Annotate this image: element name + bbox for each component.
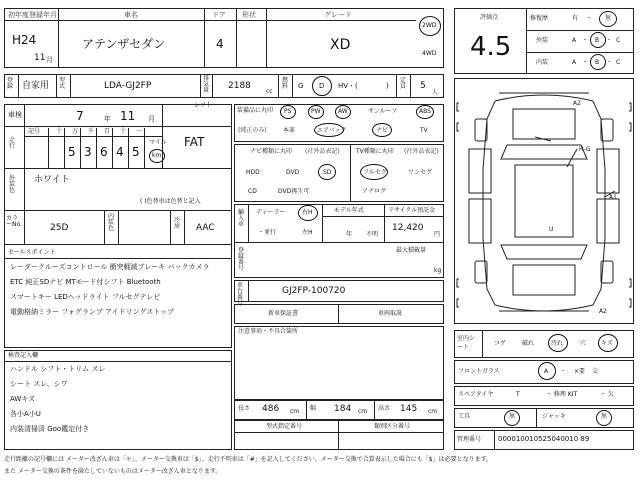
height-value: 145: [400, 404, 418, 414]
doors: 4: [216, 37, 224, 51]
tv-label: TV種類に丸印: [356, 148, 394, 155]
length-label: 長さ: [238, 405, 251, 412]
import-dealer: ディーラー: [256, 209, 286, 216]
mileage-digit: 5: [68, 145, 76, 159]
length-unit: cm: [290, 408, 300, 415]
car-name: アテンザセダン: [82, 37, 166, 51]
width-unit: cm: [358, 408, 368, 415]
mileage-km: km: [152, 152, 162, 159]
drive-2wd: 2WD: [422, 22, 437, 29]
car-diagram-block: [454, 78, 634, 324]
height-unit: cm: [428, 408, 438, 415]
glass-sep: ・: [560, 368, 567, 375]
grade: XD: [330, 37, 351, 53]
inspector-line: ハンドル シフト・トリム スレ: [10, 365, 106, 373]
mileage-place-3: 千: [88, 128, 95, 135]
damage-a2-bottom: A2: [599, 308, 607, 315]
model-type: LDA-GJ2FP: [104, 81, 152, 91]
tire-label: スペアタイヤ: [458, 391, 494, 398]
inspection-month: 11: [120, 109, 136, 123]
equip-navi: ナビ: [376, 127, 389, 134]
tire-t: T: [516, 391, 520, 398]
recycle-amount: 12,420: [392, 223, 424, 233]
navi-cd: CD: [248, 188, 257, 195]
fuel-g: G: [298, 82, 304, 90]
seat-dirt: 汚れ: [551, 340, 564, 347]
model-year-unit: 年: [346, 231, 353, 238]
interior-color-label: 内装色: [108, 213, 115, 232]
exterior-color-note: ( )色替車は色替と記入: [140, 198, 201, 205]
max-load-unit: kg: [434, 267, 442, 274]
reg-month-unit: 月: [46, 56, 53, 64]
navi-dvd-play: DVD再生可: [278, 188, 310, 195]
int-b: B: [595, 59, 600, 66]
use-type: 自家用: [22, 81, 50, 91]
mileage-digit: 3: [84, 145, 92, 159]
ext-dot-1: ・: [582, 37, 589, 44]
import-left-h: 左H: [302, 229, 313, 236]
import-right-h: 右H: [302, 209, 313, 216]
warranty-block: [234, 304, 444, 324]
color-no-label: カラーNo.: [6, 215, 22, 228]
inspection-year-unit: 年: [104, 115, 111, 123]
navi-dvd: DVD: [286, 169, 300, 176]
seat-tear: 破れ: [522, 340, 535, 347]
footer-note-1: 走行距離の記号欄には メーター改ざん車は「＊」、メーター交換車は「$」、走行不明車は「#」を記入してください。メーター交換で合算表示した場合にも「$」は必要となります。: [4, 456, 493, 463]
inspector-line: AWキズ: [10, 395, 36, 403]
equipment-label: 装備品に丸印: [237, 107, 274, 114]
eval-score: 4.5: [470, 32, 512, 62]
tv-oneseg: ワンセグ: [408, 169, 433, 176]
recycle-yen: 円: [434, 231, 441, 238]
seat-label: 室内シート: [457, 335, 476, 351]
seat-scratch: キズ: [601, 340, 613, 347]
tire-kit: ・ 修理 KIT: [546, 391, 578, 398]
damage-a1: A1: [609, 194, 617, 201]
inspection-month-unit: 月: [148, 115, 155, 123]
equip-airbag: エアバック: [317, 127, 347, 134]
grade-label: グレード: [324, 11, 352, 19]
equip-tv: TV: [420, 127, 428, 134]
equip-pw: PW: [311, 108, 321, 115]
mileage-place-6: 一: [136, 128, 143, 135]
inspection-label: 車検: [8, 111, 22, 119]
drive-4wd: 4WD: [422, 50, 437, 57]
equip-sunroof: サンルーフ: [368, 108, 398, 115]
capacity: 5: [420, 81, 426, 91]
ac-label: 冷房: [174, 217, 181, 230]
equipment-sub: (純正のみ): [238, 127, 267, 134]
mileage-digit: 6: [100, 145, 108, 159]
mileage-place-2: 万: [72, 128, 79, 135]
reg-label: 登録: [7, 77, 14, 90]
fuel-hv: HV・(: [338, 82, 358, 90]
sales-line: 電動格納ミラー フォグランプ アイドリングストップ: [10, 308, 175, 316]
equip-ps: PS: [284, 108, 292, 115]
type-label: 型式: [59, 77, 66, 90]
chassis-number: GJ2FP-100720: [282, 286, 346, 296]
mileage-digit: 5: [132, 145, 140, 159]
fuel-d: D: [319, 82, 325, 90]
shape-label: 形状: [242, 11, 256, 19]
shift-label: シフト: [194, 102, 213, 109]
seat-hole: 穴: [580, 340, 587, 347]
ext-b: B: [595, 37, 600, 44]
displacement-label: 排気量: [203, 75, 210, 94]
inspection-year: 7: [76, 109, 84, 123]
displacement: 2188: [228, 81, 251, 91]
ext-c: C: [616, 37, 621, 44]
displacement-unit: cc: [266, 88, 273, 95]
type-designation-label: 型式指定番号: [266, 423, 303, 430]
ext-a: A: [572, 37, 577, 44]
notes-block: [234, 326, 444, 400]
equip-aw: AW: [338, 108, 348, 115]
import-label: 輸入車: [238, 209, 245, 228]
import-parallel: ・並行: [258, 229, 277, 236]
damage-u: U: [549, 226, 554, 233]
max-load-label: 最大積載量: [396, 247, 427, 254]
tv-fullseg: フルセグ: [363, 169, 387, 176]
int-c: C: [616, 59, 621, 66]
tv-sub: (社外品表記): [404, 148, 439, 155]
ac-value: AAC: [196, 223, 215, 233]
inspector-line: 各小A小U: [10, 410, 41, 418]
mileage-place-0: 記号: [28, 128, 41, 135]
mileage-mile: マイル: [149, 139, 167, 146]
glass-replace-x: ×要: [574, 368, 586, 375]
reg-month: 11: [34, 53, 46, 63]
exterior-label: 外装: [536, 37, 549, 44]
recycle-label: リサイクル預託金: [388, 207, 436, 214]
seat-burn: コゲ: [494, 340, 507, 347]
inspector-line: 内装清掃済 Goo鑑定付き: [10, 425, 90, 433]
width-label: 幅: [310, 405, 317, 412]
car-name-label: 車名: [124, 11, 138, 19]
glass-label: フロントガラス: [458, 368, 500, 375]
ext-dot-2: ・: [606, 37, 613, 44]
fuel-label: 燃料: [282, 77, 289, 90]
jack-none: 無: [601, 413, 608, 420]
chassis-label: 車台番号: [237, 282, 244, 307]
damage-a2-top: A2: [573, 100, 581, 107]
sales-line: レーダークルーズコントロール 衝突軽減ブレーキ バックカメラ: [10, 263, 210, 271]
int-dot-1: ・: [582, 59, 589, 66]
mileage-place-4: 百: [104, 128, 111, 135]
repair-dot: ・: [586, 15, 593, 22]
repair-yes: 有: [572, 15, 579, 22]
mileage-label: 走行: [9, 137, 16, 150]
equip-leather: 本革: [283, 127, 296, 134]
model-year-label: モデル年式: [334, 207, 364, 214]
door-label: ドア: [212, 11, 226, 19]
tool-label: 工具: [458, 413, 471, 420]
glass-replace: 交: [592, 368, 599, 375]
mileage-digit: 4: [116, 145, 124, 159]
damage-h-g: H-G: [579, 146, 591, 153]
mileage-place-1: 十: [56, 128, 63, 135]
mgmt-number: 000010010525040010 89: [498, 435, 590, 443]
sales-label: セールスポイント: [8, 249, 56, 256]
inspector-line: シート スレ、シワ: [10, 380, 68, 388]
length-value: 486: [262, 404, 280, 414]
sales-line: スマートキー LEDヘッドライト フルセグテレビ: [10, 293, 161, 301]
new-car-warranty: 新車保証書: [268, 310, 299, 317]
capacity-label: 定員: [400, 77, 407, 90]
equip-abs: ABS: [419, 108, 431, 115]
height-label: 高さ: [378, 405, 391, 412]
repair-none: 無: [605, 15, 612, 22]
navi-label: ナビ種類に丸印: [250, 148, 293, 155]
fuel-hv-close: ): [386, 82, 389, 90]
capacity-unit: 人: [432, 89, 439, 96]
tv-analog: アナログ: [362, 188, 387, 195]
repair-history-label: 修復歴: [530, 15, 549, 22]
inspector-label: 検査記入欄: [8, 352, 39, 359]
car-manual: 車両取説: [378, 310, 403, 317]
reg-era: H24: [12, 33, 37, 47]
mileage-place-5: 十: [120, 128, 127, 135]
footer-note-2: また メーター交換の条件を満たしていないものはメーター改ざん車となります。: [4, 468, 222, 475]
notes-label: 注意事項・不具合箇所: [238, 328, 299, 335]
int-a: A: [572, 59, 577, 66]
tire-none: ・ 欠: [600, 391, 614, 398]
jack-label: ジャッキ: [542, 413, 566, 420]
navi-hdd: HDD: [246, 169, 260, 176]
mgmt-label: 管理番号: [457, 436, 482, 443]
car-damage-diagram: [455, 79, 633, 323]
shift-value: FAT: [184, 135, 205, 149]
eval-label: 評価点: [480, 14, 499, 21]
color-no: 25D: [50, 223, 69, 233]
class-number-label: 類別区分番号: [374, 423, 411, 430]
int-dot-2: ・: [606, 59, 613, 66]
exterior-color: ホワイト: [34, 175, 70, 185]
navi-sub: (社外品表記): [305, 148, 340, 155]
tool-none: 無: [509, 413, 516, 420]
navi-sd: SD: [323, 169, 332, 176]
first-reg-label: 初年度登録年月: [8, 11, 57, 19]
interior-label: 内装: [536, 59, 549, 66]
glass-a: A: [544, 368, 549, 375]
sales-line: ETC 純正SDナビ MTモード付シフト Bluetooth: [10, 278, 161, 286]
width-value: 184: [334, 404, 352, 414]
model-year-unknown: 不明: [366, 231, 379, 238]
reg-no-label: 登録番号: [238, 247, 245, 272]
exterior-color-label: 外装色: [9, 175, 16, 194]
